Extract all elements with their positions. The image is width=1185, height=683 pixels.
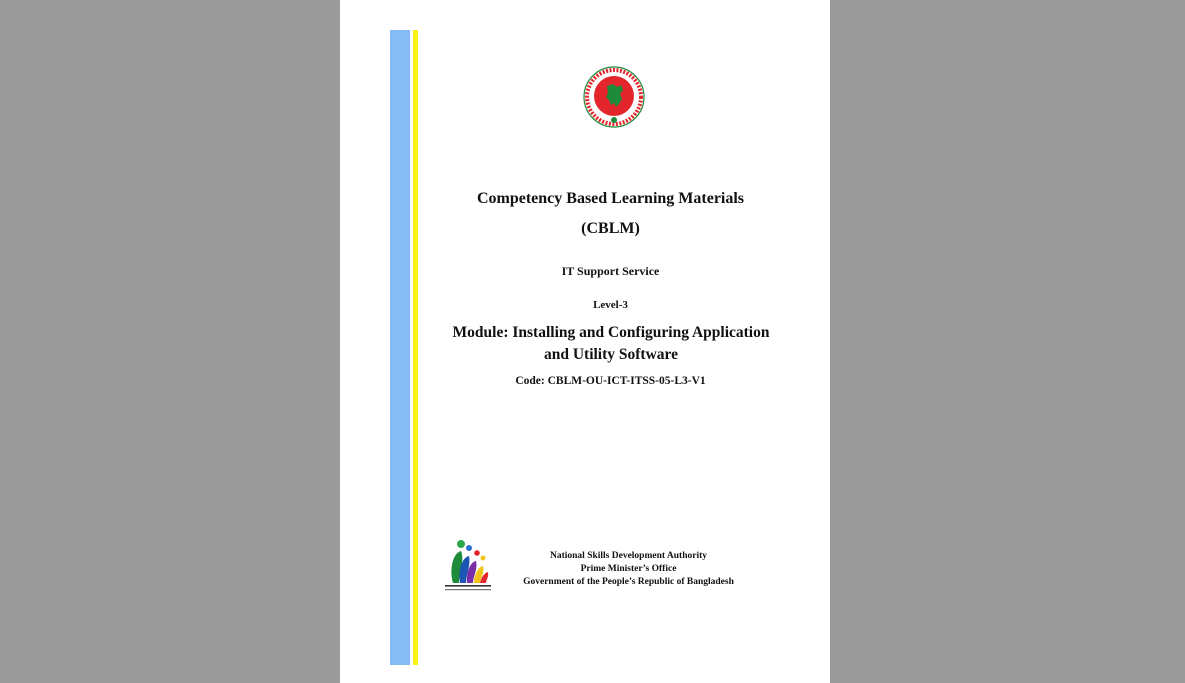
document-page [340,0,830,683]
module-code: Code: CBLM-OU-ICT-ITSS-05-L3-V1 [515,375,706,387]
module-title-line2: and Utility Software [543,346,679,363]
publisher-block [500,550,757,589]
module-title-line1: Module: Installing and Configuring Application [452,324,770,341]
blue-side-bar [390,30,410,665]
publisher-line-office: Prime Minister’s Office [580,564,677,574]
trade-name: IT Support Service [561,264,660,278]
module-title [436,322,786,366]
document-acronym: (CBLM) [581,220,640,237]
level-label: Level-3 [593,299,628,311]
publisher-line-authority: National Skills Development Authority [549,551,708,561]
yellow-side-bar [413,30,418,665]
government-seal-icon [583,66,645,128]
nsda-logo-icon [443,539,493,593]
document-title: Competency Based Learning Materials [476,190,745,207]
publisher-line-government: Government of the People’s Republic of Bangladesh [523,577,734,587]
